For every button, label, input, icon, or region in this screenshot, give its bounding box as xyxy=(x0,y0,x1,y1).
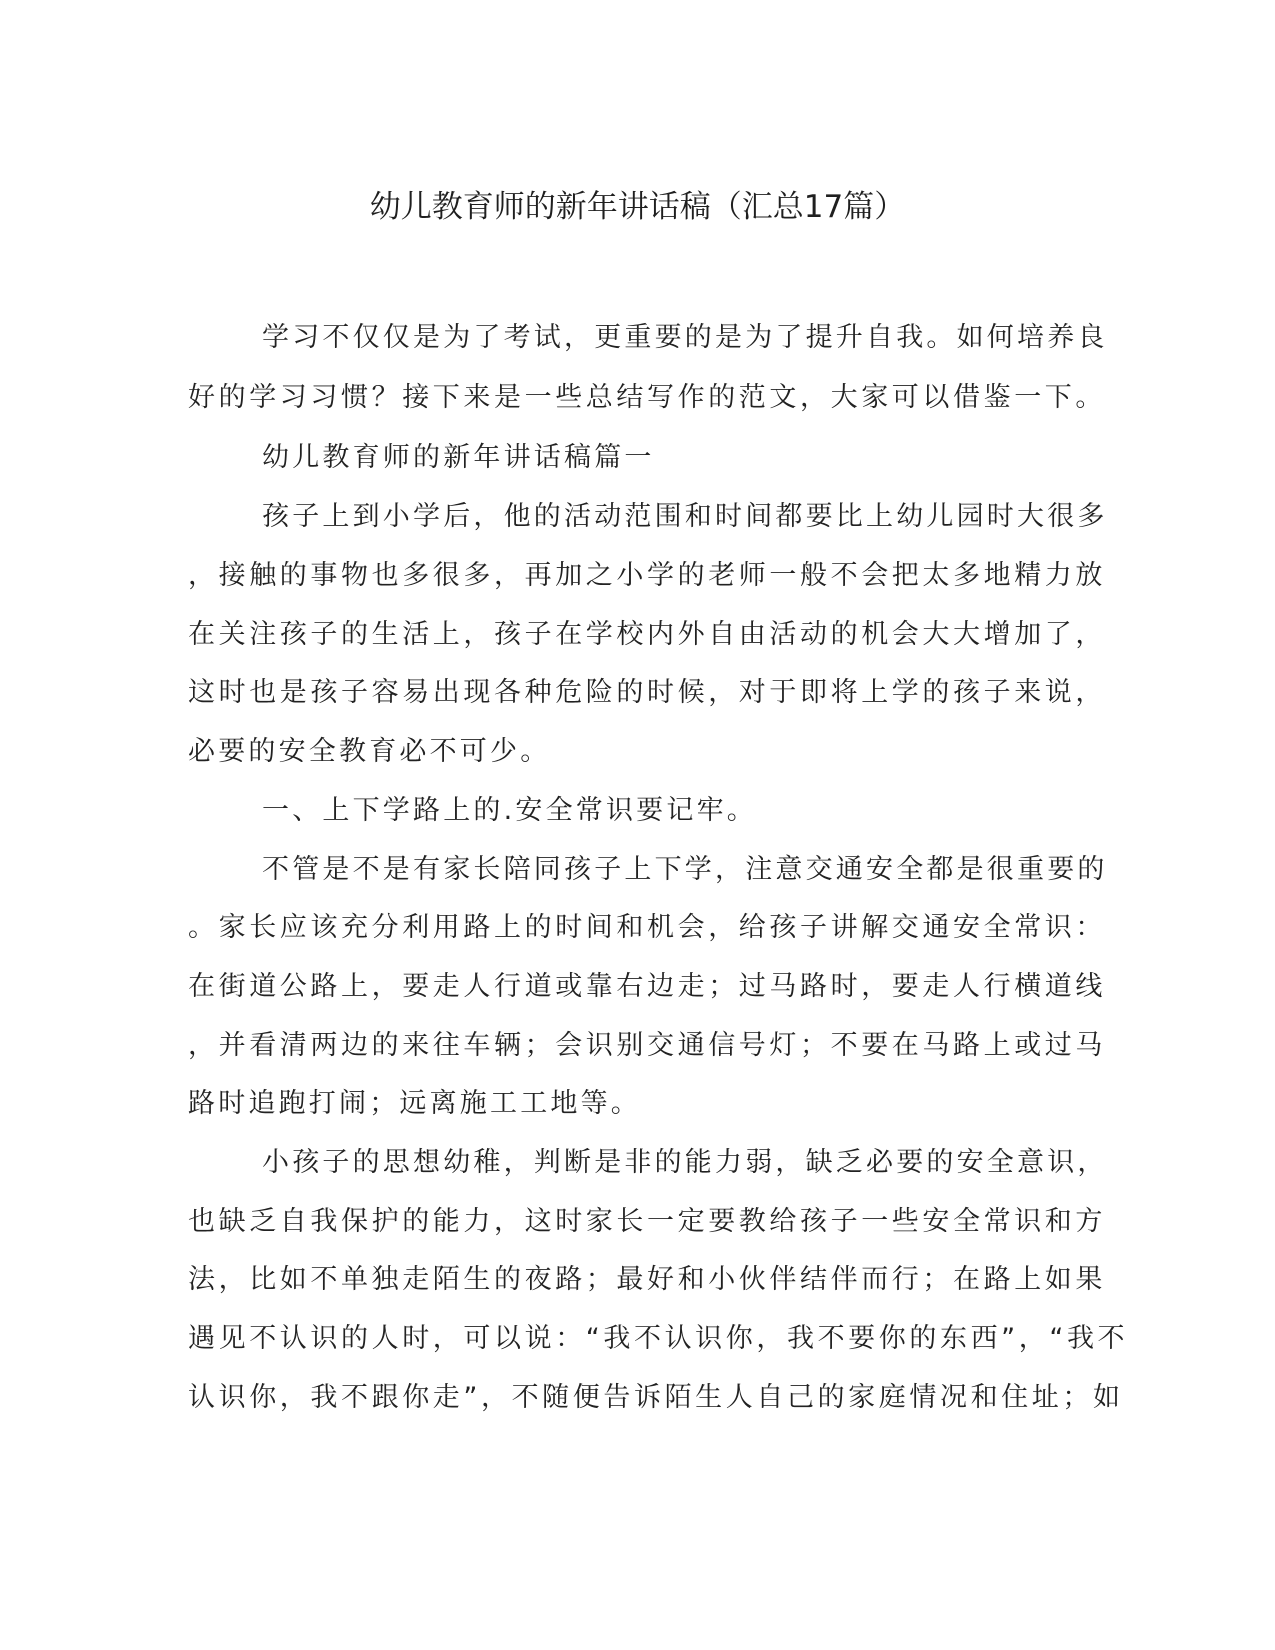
paragraph-line: 不管是不是有家长陪同孩子上下学，注意交通安全都是很重要的 xyxy=(262,854,1108,885)
paragraph-line: 孩子上到小学后，他的活动范围和时间都要比上幼儿园时大很多 xyxy=(262,501,1108,532)
subsection-heading: 一、上下学路上的.安全常识要记牢。 xyxy=(262,795,757,826)
paragraph-line: 学习不仅仅是为了考试，更重要的是为了提升自我。如何培养良 xyxy=(262,322,1108,353)
paragraph-line: 也缺乏自我保护的能力，这时家长一定要教给孩子一些安全常识和方 xyxy=(188,1206,1106,1237)
paragraph-line: 在关注孩子的生活上，孩子在学校内外自由活动的机会大大增加了， xyxy=(188,619,1106,650)
paragraph-line: 在街道公路上，要走人行道或靠右边走；过马路时，要走人行横道线 xyxy=(188,971,1106,1002)
paragraph-line: 。家长应该充分利用路上的时间和机会，给孩子讲解交通安全常识： xyxy=(188,912,1106,943)
paragraph-line: 法，比如不单独走陌生的夜路；最好和小伙伴结伴而行；在路上如果 xyxy=(188,1264,1106,1295)
section-heading: 幼儿教育师的新年讲话稿篇一 xyxy=(262,442,655,473)
paragraph-line: ，接触的事物也多很多，再加之小学的老师一般不会把太多地精力放 xyxy=(188,560,1106,591)
paragraph-line: 必要的安全教育必不可少。 xyxy=(188,736,551,767)
paragraph-line: 认识你，我不跟你走”，不随便告诉陌生人自己的家庭情况和住址；如 xyxy=(188,1382,1124,1413)
paragraph-line: 好的学习习惯？接下来是一些总结写作的范文，大家可以借鉴一下。 xyxy=(188,382,1106,413)
paragraph-line: 小孩子的思想幼稚，判断是非的能力弱，缺乏必要的安全意识， xyxy=(262,1147,1108,1178)
document-title: 幼儿教育师的新年讲话稿（汇总17篇） xyxy=(369,189,906,225)
paragraph-line: 遇见不认识的人时，可以说：“我不认识你，我不要你的东西”，“我不 xyxy=(188,1323,1129,1354)
paragraph-line: 这时也是孩子容易出现各种危险的时候，对于即将上学的孩子来说， xyxy=(188,677,1106,708)
paragraph-line: 路时追跑打闹；远离施工工地等。 xyxy=(188,1088,641,1119)
paragraph-line: ，并看清两边的来往车辆；会识别交通信号灯；不要在马路上或过马 xyxy=(188,1030,1106,1061)
